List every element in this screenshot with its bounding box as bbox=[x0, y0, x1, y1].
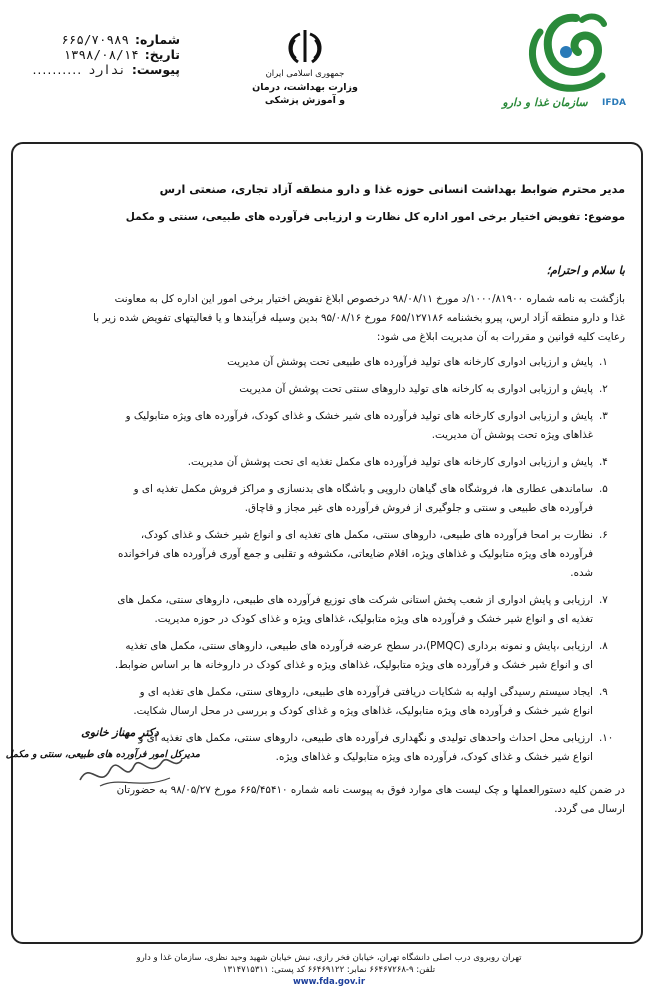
item-text bbox=[37, 353, 599, 372]
intro-line: رعایت کلیه قوانین و مقررات به آن مدیریت ابلاغ می شود: bbox=[376, 331, 625, 343]
footer-website-link[interactable]: www.fda.gov.ir bbox=[292, 977, 366, 987]
ifda-logo-icon bbox=[518, 12, 618, 94]
date-value: ۱۳۹۸/۰۸/۱۴ bbox=[63, 47, 139, 62]
date-row bbox=[40, 47, 180, 62]
intro-line: بازگشت به نامه شماره ۱۰۰۰/۸۱۹۰۰/د مورخ ۹۸/۰۸/۱۱ درخصوص ابلاغ تفویض اختیار برخی امور این اداره کل به معاونت bbox=[114, 293, 625, 305]
letter-frame bbox=[5, 142, 643, 944]
list-item bbox=[37, 453, 625, 472]
list-item bbox=[37, 480, 625, 518]
item-number: ۷. bbox=[599, 594, 608, 606]
ministry-line: وزارت بهداشت، درمان bbox=[252, 82, 358, 93]
item-text bbox=[37, 526, 599, 583]
greeting: با سلام و احترام؛ bbox=[546, 264, 625, 277]
attachment-row bbox=[32, 62, 180, 77]
item-line: تغذیه ای و انواع شیر خشک و فرآورده های ویژه متابولیک، غذاهای ویژه و غذای کودک در حوزه مدیریت. bbox=[154, 613, 593, 625]
ifda-org-name: سازمان غذا و دارو bbox=[502, 96, 588, 109]
item-line: ارزیابی محل احداث واحدهای تولیدی و نگهداری فرآورده های طبیعی، داروهای سنتی، مکمل های تغذیه ای و bbox=[138, 732, 593, 744]
ifda-logo bbox=[490, 12, 650, 112]
item-line: انواع شیر خشک و فرآورده های ویژه متابولیک، غذاهای ویژه و غذای کودک و بررسی در محل ارسال شکایت. bbox=[133, 705, 593, 717]
signature-block bbox=[5, 726, 200, 760]
item-number: ۲. bbox=[599, 383, 608, 395]
letter-meta bbox=[32, 32, 180, 77]
recipient: مدیر محترم ضوابط بهداشت انسانی حوزه غذا و دارو منطقه آزاد تجاری، صنعتی ارس bbox=[159, 183, 625, 196]
item-text bbox=[37, 683, 599, 721]
item-line: پایش و ارزیابی ادواری کارخانه های تولید فرآورده های شیر خشک و غذای کودک، فرآورده های ویژه متابولیک و bbox=[125, 410, 593, 422]
closing-line: ارسال می گردد. bbox=[554, 803, 625, 815]
footer-address: تهران روبروی درب اصلی دانشگاه تهران، خیابان فخر رازی، نبش خیابان شهید وحید نظری، سازمان غذا و دارو bbox=[136, 953, 522, 963]
list-item bbox=[37, 407, 625, 445]
item-text bbox=[37, 480, 599, 518]
number-row bbox=[40, 32, 180, 47]
item-line: فرآورده های ویژه متابولیک و غذاهای ویژه، اقلام ضایعاتی، مکشوفه و تقلبی و جمع آوری فرآورده های فراخوانده bbox=[117, 548, 593, 560]
item-number: ۸. bbox=[599, 640, 608, 652]
item-line: شده. bbox=[570, 567, 593, 579]
item-number: ۴. bbox=[599, 456, 608, 468]
item-line: ای و انواع شیر خشک و فرآورده های ویژه متابولیک، غذاهای ویژه و غذای کودک در داروخانه ها بر اساس ضوابط. bbox=[114, 659, 593, 671]
item-line: ارزیابی و پایش ادواری از شعب پخش استانی شرکت های توزیع فرآورده های طبیعی، داروهای سنتی، مکمل های bbox=[117, 594, 593, 606]
attachment-value: ندارد bbox=[88, 62, 126, 77]
items-list bbox=[5, 353, 625, 767]
item-number: ۵. bbox=[599, 483, 608, 495]
item-number: ۱. bbox=[599, 356, 608, 368]
item-text bbox=[37, 591, 599, 629]
signer-role: مدیرکل امور فرآورده های طبیعی، سنتی و مکمل bbox=[5, 749, 200, 760]
item-line: فرآورده های طبیعی و سنتی و جلوگیری از فروش فرآورده های غیر مجاز و قاچاق. bbox=[244, 502, 593, 514]
item-text bbox=[37, 380, 599, 399]
closing-line: در ضمن کلیه دستورالعملها و چک لیست های موارد فوق به پیوست نامه شماره ۶۶۵/۴۵۴۱۰ مورخ ۹۸/۰۵/۲۷ به حضورتان bbox=[116, 784, 625, 796]
footer-contacts: تلفن: ۹-۶۶۴۶۷۲۶۸ نمابر: ۶۶۴۶۹۱۲۲ کد پستی: ۱۳۱۴۷۱۵۳۱۱ bbox=[222, 965, 436, 975]
item-text bbox=[37, 637, 599, 675]
emblem-icon bbox=[280, 26, 330, 66]
list-item bbox=[37, 683, 625, 721]
ifda-abbr: IFDA bbox=[602, 98, 626, 108]
number-value: ۶۶۵/۷۰۹۸۹ bbox=[61, 32, 130, 47]
item-line: نظارت بر امحا فرآورده های طبیعی، داروهای سنتی، مکمل های تغذیه ای و انواع شیر خشک و غذای کودک، bbox=[140, 529, 593, 541]
item-line: پایش و ارزیابی ادواری کارخانه های تولید فرآورده های طبیعی تحت پوشش آن مدیریت bbox=[227, 356, 593, 368]
attachment-label: پیوست: bbox=[131, 62, 180, 77]
intro-line: غذا و دارو منطقه آزاد ارس، پیرو بخشنامه ۶۵۵/۱۲۷۱۸۶ مورخ ۹۵/۰۸/۱۶ بدین وسیله فرآیندها و یا فعالیتهای تفویض شده زیر با bbox=[93, 312, 625, 324]
item-line: ساماندهی عطاری ها، فروشگاه های گیاهان دارویی و باشگاه های بدنسازی و مراکز فروش مکمل تغذیه ای و bbox=[133, 483, 593, 495]
item-line: پایش و ارزیابی ادواری کارخانه های تولید فرآورده های مکمل تغذیه ای تحت پوشش آن مدیریت. bbox=[187, 456, 593, 468]
item-line: غذاهای ویژه تحت پوشش آن مدیریت. bbox=[431, 429, 593, 441]
list-item bbox=[37, 380, 625, 399]
item-number: ۹. bbox=[599, 686, 608, 698]
letter-content bbox=[5, 160, 625, 819]
item-text bbox=[37, 407, 599, 445]
list-item bbox=[37, 637, 625, 675]
item-line: ارزیابی ،پایش و نمونه برداری (PMQC)،در سطح عرضه فرآورده های طبیعی، داروهای سنتی، مکمل های تغذیه bbox=[125, 640, 593, 652]
number-label: شماره: bbox=[135, 32, 180, 47]
item-number: ۳. bbox=[599, 410, 608, 422]
signer-name: دکتر مهناز خانوی bbox=[81, 726, 159, 739]
attachment-dots: .......... bbox=[32, 62, 83, 77]
list-item bbox=[37, 353, 625, 372]
footer bbox=[0, 952, 658, 988]
item-line: ایجاد سیستم رسیدگی اولیه به شکایات دریافتی فرآورده های طبیعی، داروهای سنتی، مکمل های تغذیه ای و bbox=[139, 686, 593, 698]
intro-paragraph bbox=[37, 290, 625, 347]
list-item bbox=[37, 591, 625, 629]
item-line: انواع شیر خشک و غذای کودک، فرآورده های ویژه متابولیک و غذاهای ویژه. bbox=[275, 751, 593, 763]
ministry-block bbox=[240, 68, 370, 107]
ministry-line: و آموزش پزشکی bbox=[264, 95, 346, 106]
item-number: ۱۰. bbox=[599, 732, 614, 744]
date-label: تاریخ: bbox=[144, 47, 180, 62]
subject: موضوع: تفویض اختیار برخی امور اداره کل نظارت و ارزیابی فرآورده های طبیعی، سنتی و مکمل bbox=[125, 211, 625, 223]
item-line: پایش و ارزیابی ادواری به کارخانه های تولید داروهای سنتی تحت پوشش آن مدیریت bbox=[239, 383, 593, 395]
item-number: ۶. bbox=[599, 529, 608, 541]
ministry-line: جمهوری اسلامی ایران bbox=[265, 69, 345, 79]
list-item bbox=[37, 526, 625, 583]
item-text bbox=[37, 453, 599, 472]
